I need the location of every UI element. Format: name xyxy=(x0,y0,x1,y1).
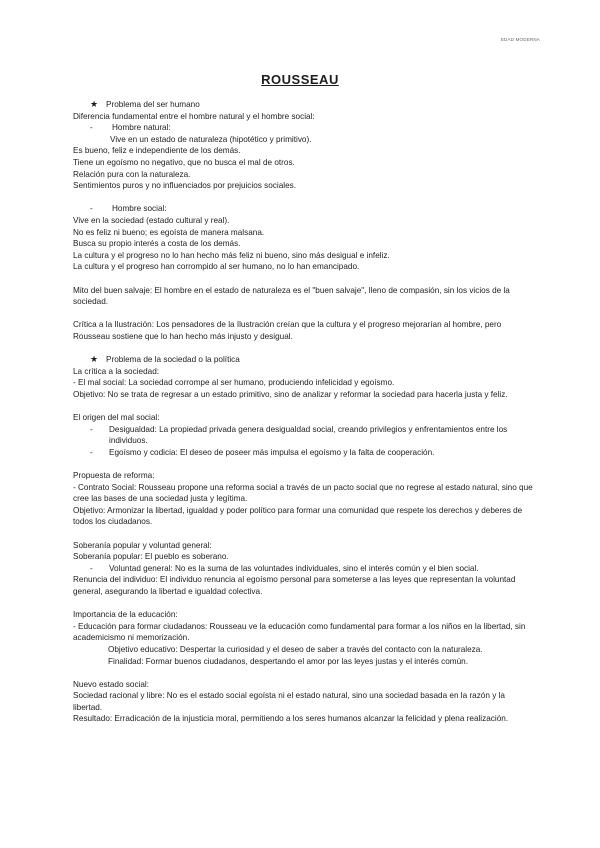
paragraph: Objetivo: Armonizar la libertad, igualdad y poder político para formar una comunidad que respete los derechos y deberes de todos los ciudadanos. xyxy=(73,505,523,527)
paragraph: Tiene un egoísmo no negativo, que no busca el mal de otros. xyxy=(73,157,295,167)
section-heading-sociedad: ★ Problema de la sociedad o la política xyxy=(90,354,240,365)
dash-bullet: - xyxy=(90,123,93,133)
page-title: ROUSSEAU xyxy=(261,72,339,87)
paragraph: Relación pura con la naturaleza. xyxy=(73,169,191,179)
paragraph: Vive en un estado de naturaleza (hipotético y primitivo). xyxy=(110,134,312,144)
paragraph-critica-ilustracion: Crítica a la Ilustración: Los pensadores de la Ilustración creían que la cultura y el progreso mejorarían al hombre, pero Rousseau sostiene que lo han hecho más injusto y desigual. xyxy=(73,320,502,341)
paragraph-mito: Mito del buen salvaje: El hombre en el estado de naturaleza es el "buen salvaje", lleno de compasión, sin los vicios de la sociedad. xyxy=(73,285,510,307)
list-item: - Desigualdad: La propiedad privada genera desigualdad social, creando privilegios y enfrentamientos entre los individuos. xyxy=(73,424,533,447)
list-item: - Egoísmo y codicia: El deseo de poseer más impulsa el egoísmo y la falta de cooperación. xyxy=(73,447,533,459)
paragraph: Resultado: Erradicación de la injusticia moral, permitiendo a los seres humanos alcanzar la felicidad y plena realización. xyxy=(73,714,509,724)
paragraph: Soberanía popular: El pueblo es soberano. xyxy=(73,552,229,562)
dash-bullet: - xyxy=(90,447,93,457)
dash-bullet: - xyxy=(90,204,93,214)
subheading-hombre-social: - Hombre social: xyxy=(90,204,167,214)
dash-bullet: - xyxy=(90,424,93,434)
dash-bullet: - xyxy=(90,563,93,573)
paragraph: - Contrato Social: Rousseau propone una reforma social a través de un pacto social que no regrese al estado natural, sino que cree las bases de una sociedad justa y legítima. xyxy=(73,482,533,504)
paragraph: Sociedad racional y libre: No es el estado social egoísta ni el estado natural, sino una sociedad basada en la razón y la libertad. xyxy=(73,691,505,712)
paragraph: La cultura y el progreso han corrompido al ser humano, no lo han emancipado. xyxy=(73,262,360,272)
star-icon: ★ xyxy=(90,99,99,109)
document-body xyxy=(73,99,533,725)
paragraph: Sentimientos puros y no influenciados por prejuicios sociales. xyxy=(73,181,297,191)
paragraph: Vive en la sociedad (estado cultural y real). xyxy=(73,215,230,225)
subheading: Propuesta de reforma: xyxy=(73,471,155,480)
paragraph: Busca su propio interés a costa de los demás. xyxy=(73,239,241,249)
subheading: Nuevo estado social: xyxy=(73,679,150,689)
paragraph: La cultura y el progreso no lo han hecho más feliz ni bueno, sino más desigual e infeliz. xyxy=(73,250,390,260)
list-item: - Voluntad general: No es la suma de las voluntades individuales, sino el interés común y el bien social. xyxy=(73,563,533,575)
subheading: La crítica a la sociedad: xyxy=(73,366,160,376)
subheading: El origen del mal social: xyxy=(73,413,160,423)
header-tag: EDAD MODERNA xyxy=(500,37,540,42)
section-heading-ser-humano: ★ Problema del ser humano xyxy=(90,99,200,109)
paragraph: - Educación para formar ciudadanos: Rousseau ve la educación como fundamental para formar a los niños en la libertad, sin academicismo ni memorización. xyxy=(73,621,526,643)
paragraph: Diferencia fundamental entre el hombre natural y el hombre social: xyxy=(73,111,315,121)
paragraph: No es feliz ni bueno; es egoísta de manera malsana. xyxy=(73,227,265,237)
paragraph: Finalidad: Formar buenos ciudadanos, despertando el amor por las leyes justas y el interés común. xyxy=(108,656,468,666)
subheading: Importancia de la educación: xyxy=(73,610,178,620)
paragraph: Es bueno, feliz e independiente de los demás. xyxy=(73,146,241,156)
subheading-hombre-natural: - Hombre natural: xyxy=(90,123,171,133)
paragraph: Renuncia del individuo: El individuo renuncia al egoísmo personal para someterse a las leyes que representan la voluntad general, asegurando la libertad e igualdad colectiva. xyxy=(73,575,516,596)
paragraph: Objetivo: No se trata de regresar a un estado primitivo, sino de analizar y reformar la sociedad para hacerla justa y feliz. xyxy=(73,389,508,399)
subheading: Soberanía popular y voluntad general: xyxy=(73,540,212,550)
star-icon: ★ xyxy=(90,354,99,365)
paragraph: - El mal social: La sociedad corrompe al ser humano, produciendo infelicidad y egoísmo. xyxy=(73,378,395,388)
paragraph: Objetivo educativo: Despertar la curiosidad y el deseo de saber a través del contacto con la naturaleza. xyxy=(108,644,483,654)
